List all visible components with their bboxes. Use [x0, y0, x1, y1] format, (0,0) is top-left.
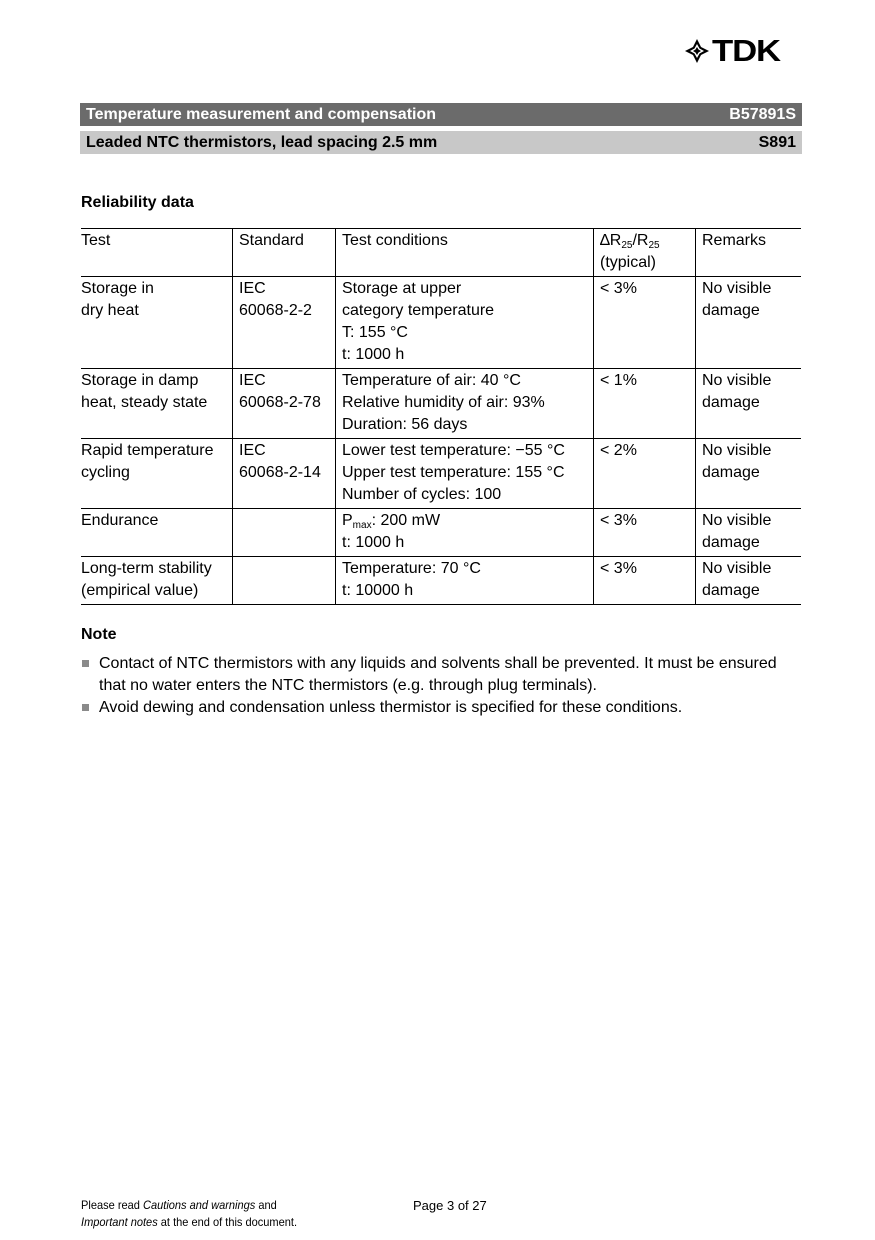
page-number: Page 3 of 27 — [413, 1198, 487, 1213]
cell-test: Storage in damp heat, steady state — [81, 372, 208, 411]
cell-conditions: Temperature: 70 °C t: 10000 h — [336, 557, 594, 605]
cell-conditions: Temperature of air: 40 °C Relative humidity of air: 93% Duration: 56 days — [336, 369, 594, 439]
cell-delta: < 1% — [594, 369, 696, 439]
header-test: Test — [81, 232, 111, 249]
cell-standard: IEC 60068-2-2 — [233, 277, 336, 369]
header-product-line: Leaded NTC thermistors, lead spacing 2.5 mm — [86, 133, 438, 151]
note-list — [81, 653, 801, 719]
cell-conditions: Lower test temperature: −55 °C Upper test temperature: 155 °C Number of cycles: 100 — [336, 439, 594, 509]
cell-test: Storage in dry heat — [81, 280, 154, 319]
cell-delta: < 3% — [594, 277, 696, 369]
cell-standard: IEC 60068-2-78 — [233, 369, 336, 439]
cell-remarks: No visible damage — [696, 509, 802, 557]
square-bullet-icon — [82, 660, 89, 667]
cell-delta: < 3% — [594, 557, 696, 605]
list-item: Contact of NTC thermistors with any liquids and solvents shall be prevented. It must be ensured that no water enters the NTC thermistors (e.g. through plug terminals). — [81, 653, 801, 697]
tdk-logo — [684, 33, 804, 68]
section-title: Reliability data — [81, 194, 194, 211]
square-bullet-icon — [82, 704, 89, 711]
cell-remarks: No visible damage — [696, 277, 802, 369]
header-standard: Standard — [233, 229, 336, 277]
header-delta — [594, 229, 696, 277]
note-title: Note — [81, 626, 117, 643]
header-series: S891 — [758, 133, 796, 151]
table-row — [81, 277, 801, 369]
cell-standard — [233, 557, 336, 605]
cell-delta: < 2% — [594, 439, 696, 509]
header-band-secondary — [80, 131, 802, 154]
header-remarks: Remarks — [696, 229, 802, 277]
cell-conditions: Storage at upper category temperature T: 155 °C t: 1000 h — [336, 277, 594, 369]
table-row — [81, 369, 801, 439]
header-category: Temperature measurement and compensation — [86, 105, 437, 123]
list-item: Avoid dewing and condensation unless thermistor is specified for these conditions. — [81, 697, 801, 719]
delta-label: $\Delta R_{25}/R_{25}$ — [600, 232, 660, 251]
cell-test: Endurance — [81, 512, 159, 529]
tdk-emblem-icon — [684, 38, 710, 64]
header-conditions: Test conditions — [336, 229, 594, 277]
reliability-table — [81, 228, 801, 605]
cell-conditions: $P_{max}$: 200 mW t: 1000 h — [336, 509, 594, 557]
footer-notice: Please read Cautions and warnings and Important notes at the end of this document. — [81, 1198, 298, 1229]
cell-remarks: No visible damage — [696, 439, 802, 509]
delta-typical: (typical) — [600, 254, 657, 271]
cell-test: Rapid temperature cycling — [81, 442, 214, 481]
cell-remarks: No visible damage — [696, 557, 802, 605]
cell-delta: < 3% — [594, 509, 696, 557]
logo-text: TDK — [712, 33, 781, 68]
table-row — [81, 439, 801, 509]
header-band-primary — [80, 103, 802, 126]
table-header-row — [81, 229, 801, 277]
cell-remarks: No visible damage — [696, 369, 802, 439]
pmax-line: $P_{max}$: 200 mW — [342, 512, 441, 531]
table-row — [81, 509, 801, 557]
cell-standard — [233, 509, 336, 557]
table-row — [81, 557, 801, 605]
cell-test: Long-term stability (empirical value) — [81, 560, 212, 599]
cell-standard: IEC 60068-2-14 — [233, 439, 336, 509]
header-part-number: B57891S — [729, 105, 796, 123]
